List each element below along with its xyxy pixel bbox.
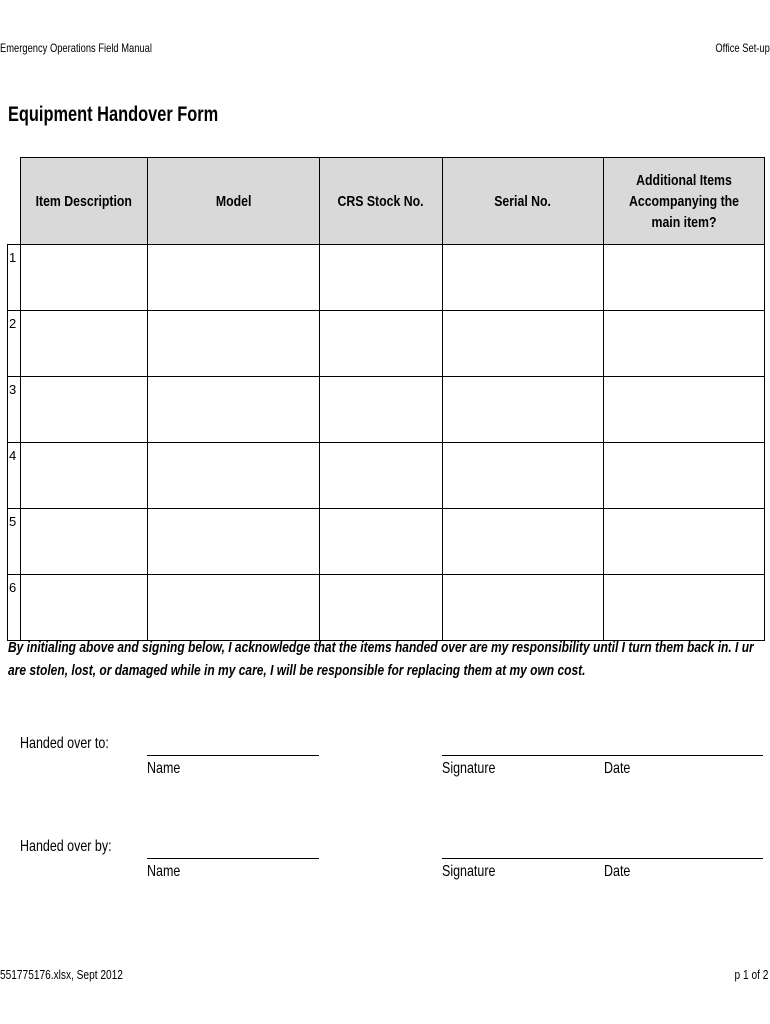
additional-items-cell[interactable] [604, 509, 765, 575]
handed-over-to-label: Handed over to: [20, 735, 109, 752]
table-header-row [8, 158, 765, 245]
serial-no-cell[interactable] [443, 311, 604, 377]
crs-stock-no-cell[interactable] [320, 575, 443, 641]
model-cell[interactable] [148, 575, 320, 641]
serial-no-cell[interactable] [443, 245, 604, 311]
row-number-header [8, 158, 21, 245]
serial-no-cell[interactable] [443, 443, 604, 509]
item-description-cell[interactable] [21, 575, 148, 641]
row-number: 3 [8, 377, 21, 443]
handed-over-to-name-line[interactable] [147, 755, 319, 756]
table-row [8, 575, 765, 641]
handed-over-by-date-caption: Date [604, 863, 631, 880]
handed-over-to-date-caption: Date [604, 760, 631, 777]
handed-over-by-name-caption: Name [147, 863, 181, 880]
row-number: 4 [8, 443, 21, 509]
additional-items-cell[interactable] [604, 575, 765, 641]
handed-over-by-name-line[interactable] [147, 858, 319, 859]
row-number: 2 [8, 311, 21, 377]
row-number: 1 [8, 245, 21, 311]
acknowledgement-line-2: are stolen, lost, or damaged while in my care, I will be responsible for replacing them at my own cost. [8, 662, 586, 679]
crs-stock-no-cell[interactable] [320, 377, 443, 443]
handed-over-to-signature-date-line[interactable] [442, 755, 763, 756]
additional-items-cell[interactable] [604, 443, 765, 509]
crs-stock-no-cell[interactable] [320, 509, 443, 575]
item-description-cell[interactable] [21, 443, 148, 509]
footer-filename: 551775176.xlsx, Sept 2012 [0, 967, 123, 982]
handed-over-by-label: Handed over by: [20, 838, 112, 855]
serial-no-cell[interactable] [443, 377, 604, 443]
table-row [8, 377, 765, 443]
page-title: Equipment Handover Form [8, 103, 219, 126]
model-cell[interactable] [148, 443, 320, 509]
table-row [8, 245, 765, 311]
item-description-cell[interactable] [21, 377, 148, 443]
handed-over-to-signature-caption: Signature [442, 760, 496, 777]
model-cell[interactable] [148, 245, 320, 311]
equipment-table [7, 157, 765, 641]
handed-over-by-signature-date-line[interactable] [442, 858, 763, 859]
handed-over-by-signature-caption: Signature [442, 863, 496, 880]
table-row [8, 311, 765, 377]
column-header-item-description: Item Description [21, 158, 148, 245]
serial-no-cell[interactable] [443, 575, 604, 641]
row-number: 5 [8, 509, 21, 575]
footer-page-number: p 1 of 2 [734, 967, 768, 982]
column-header-model: Model [148, 158, 320, 245]
row-number: 6 [8, 575, 21, 641]
header-left-text: Emergency Operations Field Manual [0, 41, 152, 55]
table-row [8, 509, 765, 575]
item-description-cell[interactable] [21, 311, 148, 377]
column-header-additional-items: Additional Items Accompanying the main item? [604, 158, 765, 245]
column-header-serial-no: Serial No. [443, 158, 604, 245]
crs-stock-no-cell[interactable] [320, 245, 443, 311]
acknowledgement-text [8, 636, 763, 682]
item-description-cell[interactable] [21, 509, 148, 575]
model-cell[interactable] [148, 377, 320, 443]
model-cell[interactable] [148, 509, 320, 575]
serial-no-cell[interactable] [443, 509, 604, 575]
column-header-crs-stock-no: CRS Stock No. [320, 158, 443, 245]
additional-items-cell[interactable] [604, 377, 765, 443]
crs-stock-no-cell[interactable] [320, 311, 443, 377]
additional-items-cell[interactable] [604, 245, 765, 311]
model-cell[interactable] [148, 311, 320, 377]
header-right-text: Office Set-up [715, 41, 770, 55]
item-description-cell[interactable] [21, 245, 148, 311]
table-row [8, 443, 765, 509]
acknowledgement-line-1: By initialing above and signing below, I acknowledge that the items handed over are my responsibility until I turn them back in. I ur [8, 639, 754, 656]
handed-over-to-name-caption: Name [147, 760, 181, 777]
additional-items-cell[interactable] [604, 311, 765, 377]
crs-stock-no-cell[interactable] [320, 443, 443, 509]
